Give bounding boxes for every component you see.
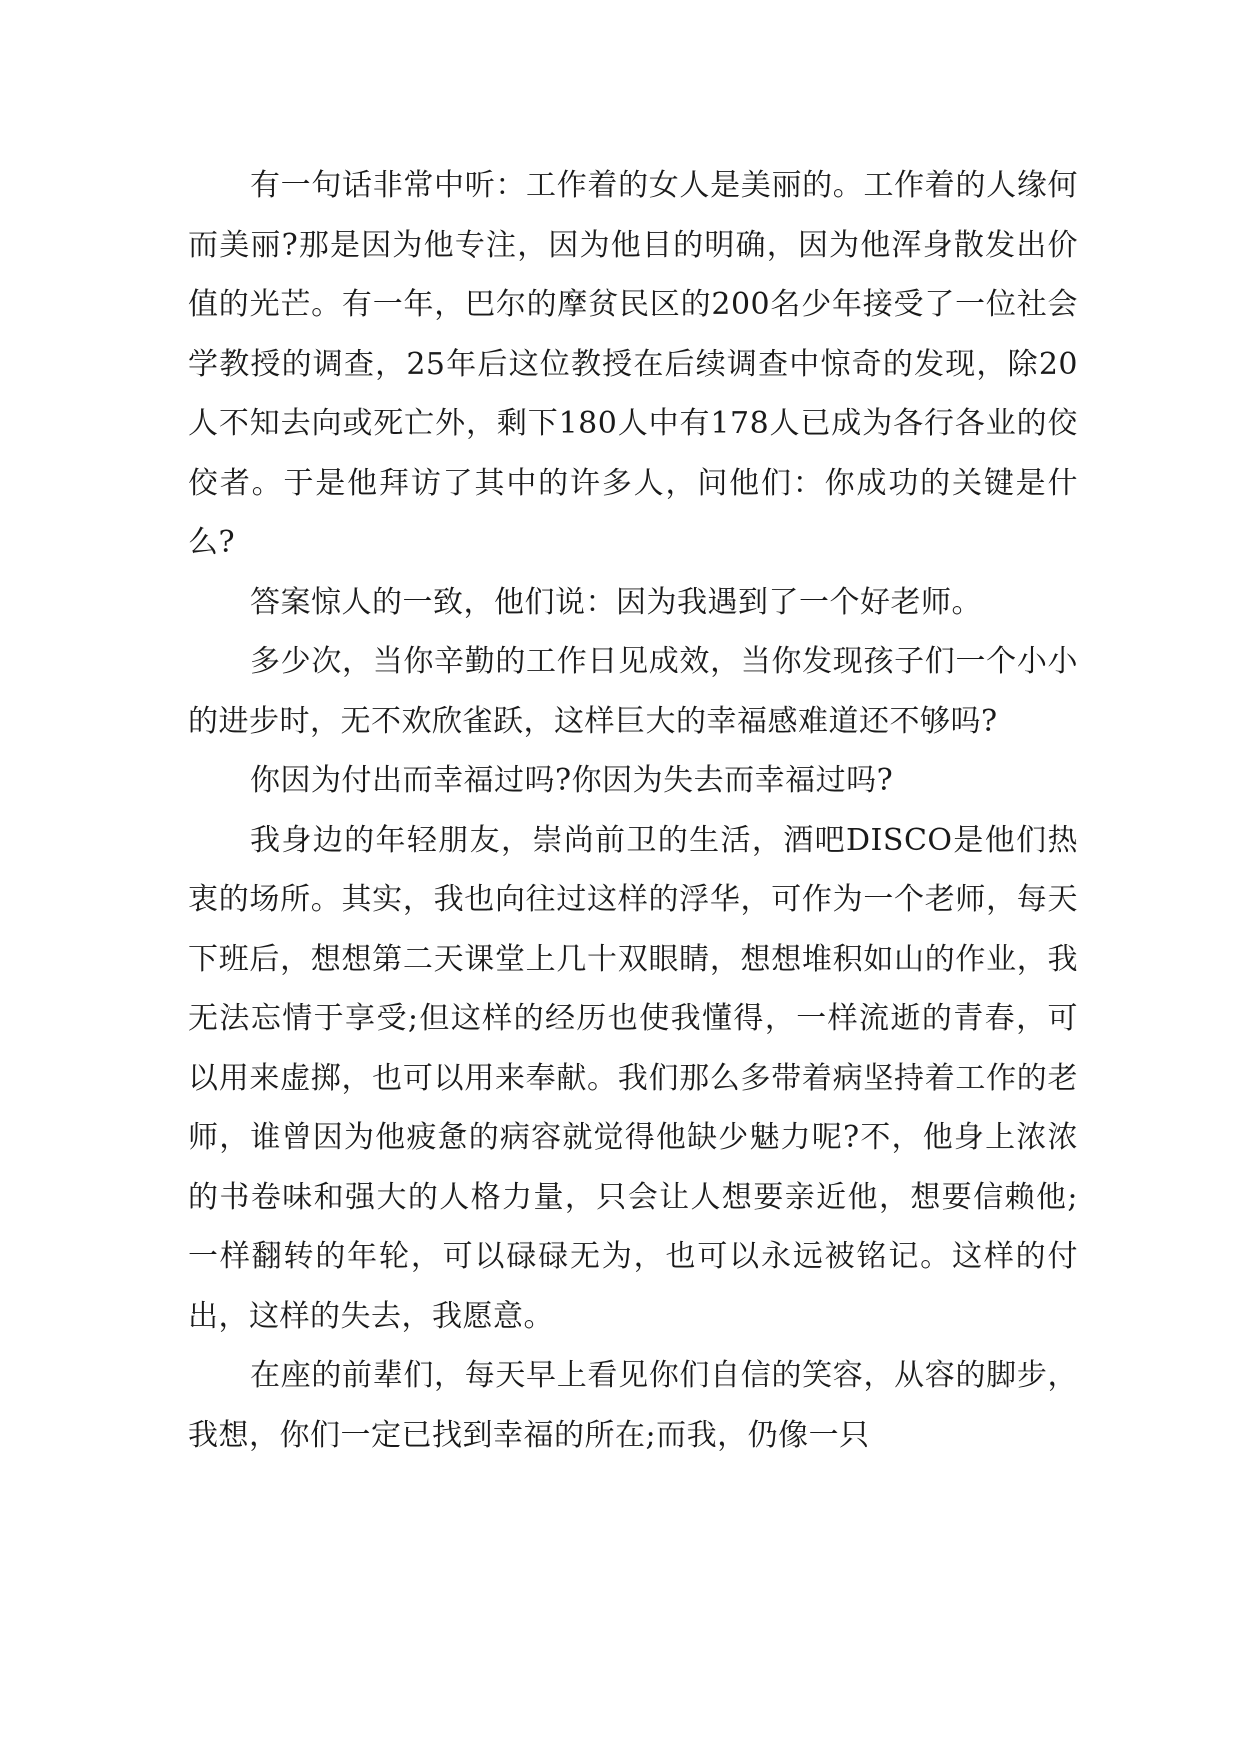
paragraph-1: 有一句话非常中听：工作着的女人是美丽的。工作着的人缘何而美丽?那是因为他专注，因为他目的明确，因为他浑身散发出价值的光芒。有一年，巴尔的摩贫民区的200名少年接受了一位社会学教授的调查，25年后这位教授在后续调查中惊奇的发现，除20人不知去向或死亡外，剩下180人中有178人已成为各行各业的佼佼者。于是他拜访了其中的许多人，问他们：你成功的关键是什么? [188, 168, 1078, 560]
document-body [188, 156, 1078, 1465]
paragraph-2: 答案惊人的一致，他们说：因为我遇到了一个好老师。 [250, 584, 982, 620]
paragraph-5: 我身边的年轻朋友，崇尚前卫的生活，酒吧DISCO是他们热衷的场所。其实，我也向往过这样的浮华，可作为一个老师，每天下班后，想想第二天课堂上几十双眼睛，想想堆积如山的作业，我无法忘情于享受;但这样的经历也使我懂得，一样流逝的青春，可以用来虚掷，也可以用来奉献。我们那么多带着病坚持着工作的老师，谁曾因为他疲惫的病容就觉得他缺少魅力呢?不，他身上浓浓的书卷味和强大的人格力量，只会让人想要亲近他，想要信赖他;一样翻转的年轮，可以碌碌无为，也可以永远被铭记。这样的付出，这样的失去，我愿意。 [188, 822, 1078, 1334]
paragraph-3: 多少次，当你辛勤的工作日见成效，当你发现孩子们一个小小的进步时，无不欢欣雀跃，这样巨大的幸福感难道还不够吗? [188, 644, 1078, 739]
paragraph-6: 在座的前辈们，每天早上看见你们自信的笑容，从容的脚步，我想，你们一定已找到幸福的所在;而我，仍像一只 [188, 1358, 1078, 1453]
paragraph-4: 你因为付出而幸福过吗?你因为失去而幸福过吗? [250, 763, 894, 798]
